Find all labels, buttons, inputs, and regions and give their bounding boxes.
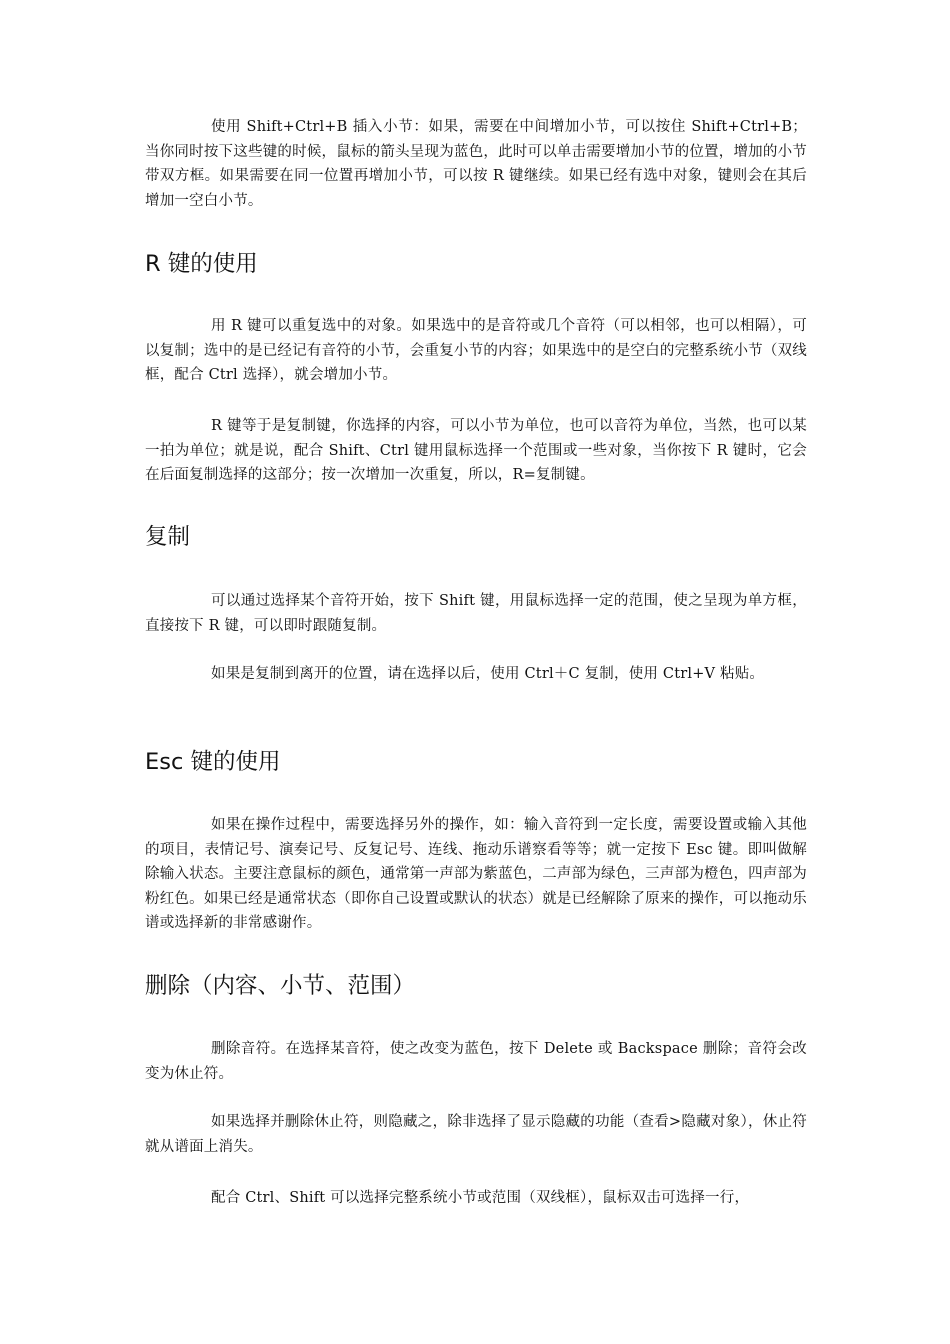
paragraph-delete-note: 删除音符。在选择某音符，使之改变为蓝色，按下 Delete 或 Backspace 删除；音符会改变为休止符。 <box>145 1041 807 1082</box>
paragraph-esc-key: 如果在操作过程中，需要选择另外的操作，如：输入音符到一定长度，需要设置或输入其他的项目，表情记号、演奏记号、反复记号、连线、拖动乐谱察看等等；就一定按下 Esc 键。即叫做解除输入状态。主要注意鼠标的颜色，通常第一声部为紫蓝色，二声部为绿色，三声部为橙色，四声部为粉红色。如果已经是通常状态（即你自己设置或默认的状态）就是已经解除了原来的操作，可以拖动乐谱或选择新的非常感谢作。 <box>145 817 807 931</box>
heading-copy: 复制 <box>145 524 191 550</box>
paragraph-select-range: 配合 Ctrl、Shift 可以选择完整系统小节或范围（双线框），鼠标双击可选择一行， <box>211 1190 750 1206</box>
paragraph-r-key-copy: R 键等于是复制键，你选择的内容，可以小节为单位，也可以音符为单位，当然，也可以某一拍为单位；就是说，配合 Shift、Ctrl 键用鼠标选择一个范围或一些对象，当你按下 R 键时，它会在后面复制选择的这部分；按一次增加一次重复，所以，R=复制键。 <box>145 418 807 483</box>
paragraph-copy-paste: 如果是复制到离开的位置，请在选择以后，使用 Ctrl＋C 复制，使用 Ctrl+V 粘贴。 <box>211 666 765 682</box>
heading-esc-key: Esc 键的使用 <box>145 749 281 775</box>
paragraph-delete-rest: 如果选择并删除休止符，则隐藏之，除非选择了显示隐藏的功能（查看>隐藏对象），休止符就从谱面上消失。 <box>145 1114 807 1155</box>
heading-delete: 删除（内容、小节、范围） <box>145 973 416 999</box>
paragraph-r-key-repeat: 用 R 键可以重复选中的对象。如果选中的是音符或几个音符（可以相邻，也可以相隔），可以复制；选中的是已经记有音符的小节，会重复小节的内容；如果选中的是空白的完整系统小节（双线框，配合 Ctrl 选择），就会增加小节。 <box>145 318 807 383</box>
heading-r-key: R 键的使用 <box>145 251 258 277</box>
paragraph-copy-follow: 可以通过选择某个音符开始，按下 Shift 键，用鼠标选择一定的范围，使之呈现为单方框，直接按下 R 键，可以即时跟随复制。 <box>145 593 807 634</box>
paragraph-insert-measure: 使用 Shift+Ctrl+B 插入小节：如果，需要在中间增加小节，可以按住 Shift+Ctrl+B；当你同时按下这些键的时候，鼠标的箭头呈现为蓝色，此时可以单击需要增加小节的位置，增加的小节带双方框。如果需要在同一位置再增加小节，可以按 R 键继续。如果已经有选中对象，键则会在其后增加一空白小节。 <box>145 119 807 209</box>
